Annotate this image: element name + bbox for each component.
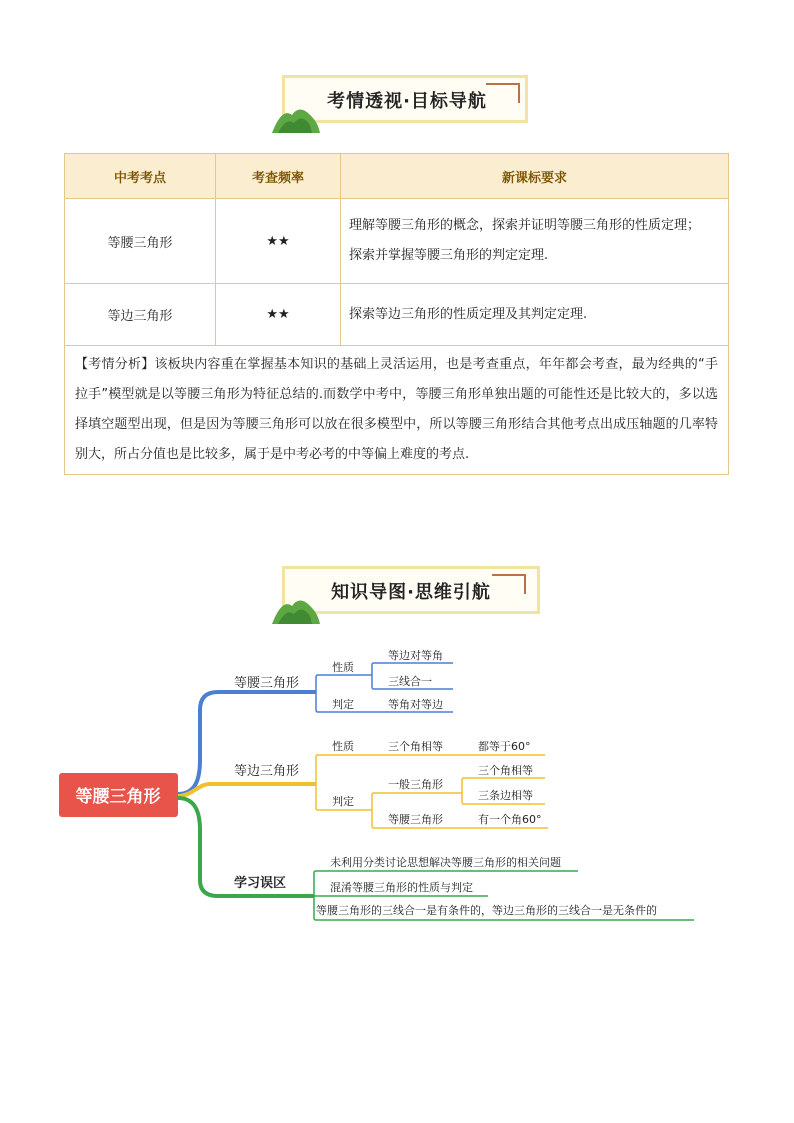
header-cell: 考查频率	[216, 154, 341, 199]
topic-cell: 等边三角形	[65, 284, 216, 346]
topic-cell: 等腰三角形	[65, 199, 216, 284]
leaf-label: 都等于60°	[478, 740, 531, 753]
leaf-label: 有一个角60°	[478, 813, 542, 826]
requirement-line: 探索并掌握等腰三角形的判定定理.	[349, 248, 549, 263]
analysis-text: 该板块内容重在掌握基本知识的基础上灵活运用，也是考查重点，年年都会考查，最为经典的“手拉手”模型就是以等腰三角形为特征总结的.而数学中考中，等腰三角形单独出题的可能性还是比较大的，多以选择填空题型出现，但是因为等腰三角形可以放在很多模型中，所以等腰三角形结合其他考点出成压轴题的几率特别大，所占分值也是比较多，属于是中考必考的中等偏上难度的考点.	[75, 357, 718, 462]
leaf-label: 三条边相等	[478, 789, 533, 802]
banner-title: 考情透视·目标导航	[327, 91, 487, 112]
analysis-label: 【考情分析】	[75, 357, 155, 372]
connector-yellow	[178, 784, 316, 796]
leaf-label: 未利用分类讨论思想解决等腰三角形的相关问题	[330, 856, 561, 869]
node-label: 判定	[332, 698, 354, 711]
leaf-label: 一般三角形	[388, 778, 443, 791]
leaf-label: 等腰三角形的三线合一是有条件的，等边三角形的三线合一是无条件的	[316, 904, 657, 917]
requirement-line: 理解等腰三角形的概念，探索并证明等腰三角形的性质定理；	[349, 218, 701, 233]
root-label: 等腰三角形	[75, 787, 161, 807]
branch-label: 学习误区	[234, 876, 287, 891]
node-label: 性质	[332, 661, 354, 674]
leaf-label: 等边对等角	[388, 649, 443, 662]
node-label: 性质	[332, 740, 354, 753]
header-cell: 新课标要求	[341, 154, 729, 199]
header-cell: 中考考点	[65, 154, 216, 199]
leaf-label: 等腰三角形	[388, 813, 443, 826]
leaf-label: 三个角相等	[388, 740, 443, 753]
frequency-cell: ★★	[216, 199, 341, 284]
requirement-line: 探索等边三角形的性质定理及其判定定理.	[349, 306, 588, 322]
branch-label: 等边三角形	[234, 764, 300, 779]
node-label: 判定	[332, 795, 354, 808]
leaf-label: 混淆等腰三角形的性质与判定	[330, 881, 473, 894]
leaf-label: 三个角相等	[478, 764, 533, 777]
frequency-cell: ★★	[216, 284, 341, 346]
banner-title: 知识导图·思维引航	[331, 582, 491, 603]
branch-label: 等腰三角形	[234, 676, 300, 691]
leaf-label: 三线合一	[388, 675, 432, 688]
leaf-label: 等角对等边	[388, 698, 443, 711]
